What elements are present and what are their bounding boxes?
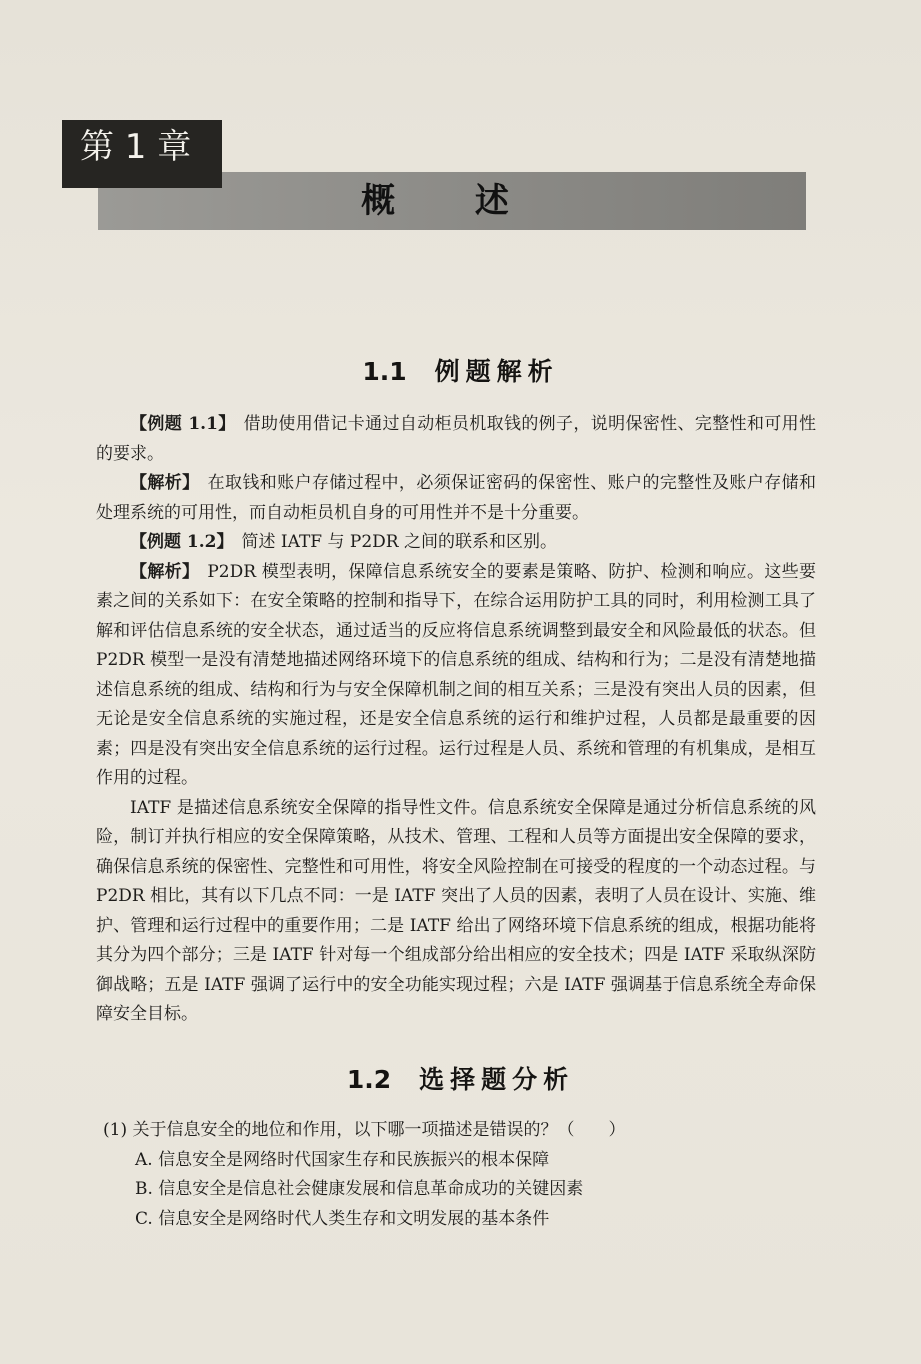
analysis-label: 【解析】 xyxy=(130,473,200,493)
example-label: 【例题 1.1】 xyxy=(130,414,236,434)
example-1-2 xyxy=(96,528,816,558)
option-b: B. 信息安全是信息社会健康发展和信息革命成功的关键因素 xyxy=(135,1179,584,1199)
analysis-text: 在取钱和账户存储过程中，必须保证密码的保密性、账户的完整性及账户存储和处理系统的可用性，而自动柜员机自身的可用性并不是十分重要。 xyxy=(96,473,817,523)
example-label: 【例题 1.2】 xyxy=(130,532,234,552)
section-name: 选择题分析 xyxy=(419,1065,575,1094)
analysis-1-2 xyxy=(96,558,816,794)
section-heading-1-2 xyxy=(0,1060,921,1096)
analysis-text: P2DR 模型表明，保障信息系统安全的要素是策略、防护、检测和响应。这些要素之间的关系如下：在安全策略的控制和指导下，在综合运用防护工具的同时，利用检测工具了解和评估信息系统的安全状态，通过适当的反应将信息系统调整到最安全和风险最低的状态。但 P2DR 模型一是没有清楚地描述网络环境下的信息系统的组成、结构和行为；二是没有清楚地描述信息系统的组成、结构和行为与安全保障机制之间的相互关系；三是没有突出人员的因素，但无论是安全信息系统的实施过程，还是安全信息系统的运行和维护过程，人员都是最重要的因素；四是没有突出安全信息系统的运行过程。运行过程是人员、系统和管理的有机集成，是相互作用的过程。 xyxy=(96,561,816,788)
question-1 xyxy=(103,1116,803,1234)
option-a: A. 信息安全是网络时代国家生存和民族振兴的根本保障 xyxy=(135,1149,550,1170)
example-text: 借助使用借记卡通过自动柜员机取钱的例子，说明保密性、完整性和可用性的要求。 xyxy=(96,414,817,464)
example-1-1 xyxy=(96,410,816,469)
analysis-1-1 xyxy=(96,469,816,528)
chapter-title: 概 述 xyxy=(361,181,543,221)
section-number: 1.2 xyxy=(346,1065,392,1094)
section-heading-1-1 xyxy=(0,352,921,388)
section-name: 例题解析 xyxy=(434,357,559,386)
analysis-1-2-continued: IATF 是描述信息系统安全保障的指导性文件。信息系统安全保障是通过分析信息系统的风险，制订并执行相应的安全保障策略，从技术、管理、工程和人员等方面提出安全保障的要求，确保信息系统的保密性、完整性和可用性，将安全风险控制在可接受的程度的一个动态过程。与 P2DR 相比，其有以下几点不同：一是 IATF 突出了人员的因素，表明了人员在设计、实施、维护、管理和运行过程中的重要作用；二是 IATF 给出了网络环境下信息系统的组成，根据功能将其分为四个部分；三是 IATF 针对每一个组成部分给出相应的安全技术；四是 IATF 采取纵深防御战略；五是 IATF 强调了运行中的安全功能实现过程；六是 IATF 强调基于信息系统全寿命保障安全目标。 xyxy=(96,797,816,1024)
section-number: 1.1 xyxy=(362,357,407,386)
chapter-number-tab: 第 1 章 xyxy=(62,120,222,188)
section-1-1-body xyxy=(96,410,816,1030)
analysis-label: 【解析】 xyxy=(130,561,200,582)
option-c: C. 信息安全是网络时代人类生存和文明发展的基本条件 xyxy=(135,1208,550,1229)
question-stem: (1) 关于信息安全的地位和作用，以下哪一项描述是错误的？（ ） xyxy=(103,1120,626,1140)
example-text: 简述 IATF 与 P2DR 之间的联系和区别。 xyxy=(241,532,557,552)
